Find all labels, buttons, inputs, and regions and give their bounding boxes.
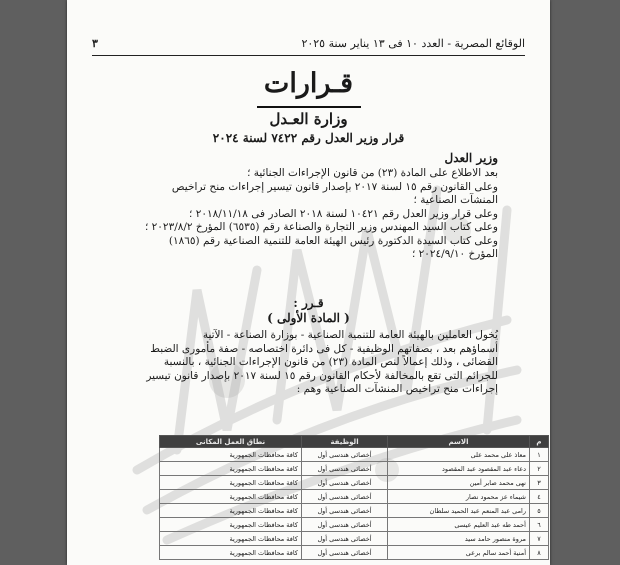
- decided-heading: قـرر :: [293, 296, 324, 310]
- table-header-row: [160, 436, 549, 448]
- row-name: أمنية أحمد سالم برعى: [388, 546, 530, 560]
- article-line: للجرائم التى تقع بالمخالفة لأحكام القانون رقم ١٥ لسنة ٢٠١٧ بإصدار قانون تيسير: [146, 369, 498, 382]
- row-number: ١: [530, 448, 549, 462]
- decree-title: قرار وزير العدل رقم ٧٤٢٢ لسنة ٢٠٢٤: [212, 131, 405, 145]
- article-body: [118, 329, 498, 397]
- article-line: يُخول العاملين بالهيئة العامة للتنمية الصناعية - بوزارة الصناعة - الآتية: [202, 329, 498, 341]
- row-job: أخصائى هندسى أول: [301, 476, 387, 490]
- table-row: [160, 546, 549, 560]
- row-number: ٣: [530, 476, 549, 490]
- document-page: [67, 0, 550, 565]
- column-header-name: الاسم: [388, 436, 530, 448]
- header-divider: [92, 55, 525, 56]
- table-row: [160, 448, 549, 462]
- row-number: ٨: [530, 546, 549, 560]
- row-scope: كافة محافظات الجمهورية: [160, 504, 302, 518]
- row-scope: كافة محافظات الجمهورية: [160, 490, 302, 504]
- running-header: [92, 36, 525, 52]
- table-row: [160, 504, 549, 518]
- page-number: ٣: [92, 37, 98, 50]
- row-number: ٤: [530, 490, 549, 504]
- gazette-issue-title: الوقائع المصرية - العدد ١٠ فى ١٣ يناير سنة ٢٠٢٥: [301, 37, 525, 50]
- table-row: [160, 490, 549, 504]
- officers-table: [159, 435, 549, 560]
- row-name: معاذ على محمد على: [388, 448, 530, 462]
- table-row: [160, 462, 549, 476]
- column-header-job: الوظيفة: [301, 436, 387, 448]
- row-job: أخصائى هندسى أول: [301, 546, 387, 560]
- row-number: ٥: [530, 504, 549, 518]
- preamble-line: وعلى القانون رقم ١٥ لسنة ٢٠١٧ بإصدار قانون تيسير إجراءات منح تراخيص: [171, 180, 498, 193]
- section-title-underline: [257, 106, 361, 108]
- preamble-line: المؤرخ ٢٠٢٤/٩/١٠ ؛: [411, 248, 498, 260]
- row-job: أخصائى هندسى أول: [301, 532, 387, 546]
- row-scope: كافة محافظات الجمهورية: [160, 532, 302, 546]
- row-name: شيماء عز محمود نصار: [388, 490, 530, 504]
- row-scope: كافة محافظات الجمهورية: [160, 476, 302, 490]
- column-header-number: م: [530, 436, 549, 448]
- row-name: مروة منصور حامد سيد: [388, 532, 530, 546]
- row-scope: كافة محافظات الجمهورية: [160, 546, 302, 560]
- ministry-heading: وزارة العـدل: [269, 110, 348, 128]
- row-name: دعاء عبد المقصود عبد المقصود: [388, 462, 530, 476]
- preamble-line: وعلى كتاب السيد المهندس وزير التجارة والصناعة رقم (٦٥٣٥) المؤرخ ٢٠٢٣/٨/٢ ؛: [144, 221, 498, 233]
- article-title: ( المادة الأولى ): [267, 311, 350, 325]
- article-line: إجراءات منح تراخيص المنشآت الصناعية وهم :: [296, 383, 498, 395]
- article-line: أسماؤهم بعد ، بصفاتهم الوظيفية - كل فى دائرة اختصاصه - صفة مأمورى الضبط: [150, 342, 498, 355]
- preamble: [118, 167, 498, 262]
- row-name: نهى محمد صابر أمين: [388, 476, 530, 490]
- row-job: أخصائى هندسى أول: [301, 504, 387, 518]
- column-header-scope: نطاق العمل المكانى: [160, 436, 302, 448]
- table-row: [160, 476, 549, 490]
- row-scope: كافة محافظات الجمهورية: [160, 462, 302, 476]
- article-line: القضائى ، وذلك إعمالاً لنص المادة (٢٣) من قانون الإجراءات الجنائية ، بالنسبة: [163, 356, 498, 368]
- row-number: ٢: [530, 462, 549, 476]
- preamble-line: وعلى قرار وزير العدل رقم ١٠٤٢١ لسنة ٢٠١٨ الصادر فى ٢٠١٨/١١/١٨ ؛: [189, 207, 498, 220]
- row-job: أخصائى هندسى أول: [301, 518, 387, 532]
- row-name: أحمد طه عبد العليم عيسى: [388, 518, 530, 532]
- preamble-line: وعلى كتاب السيدة الدكتورة رئيس الهيئة العامة للتنمية الصناعية رقم (١٨٦٥): [168, 234, 498, 247]
- preamble-line: المنشآت الصناعية ؛: [413, 194, 498, 206]
- section-title: قـرارات: [263, 68, 354, 99]
- row-name: رامى عبد المنعم عبد الحميد سلطان: [388, 504, 530, 518]
- row-scope: كافة محافظات الجمهورية: [160, 448, 302, 462]
- signatory-heading: وزير العدل: [444, 151, 498, 165]
- table-row: [160, 518, 549, 532]
- table-row: [160, 532, 549, 546]
- row-number: ٧: [530, 532, 549, 546]
- preamble-line: بعد الاطلاع على المادة (٢٣) من قانون الإجراءات الجنائية ؛: [247, 167, 498, 179]
- row-job: أخصائى هندسى أول: [301, 462, 387, 476]
- row-scope: كافة محافظات الجمهورية: [160, 518, 302, 532]
- row-job: أخصائى هندسى أول: [301, 490, 387, 504]
- row-number: ٦: [530, 518, 549, 532]
- row-job: أخصائى هندسى أول: [301, 448, 387, 462]
